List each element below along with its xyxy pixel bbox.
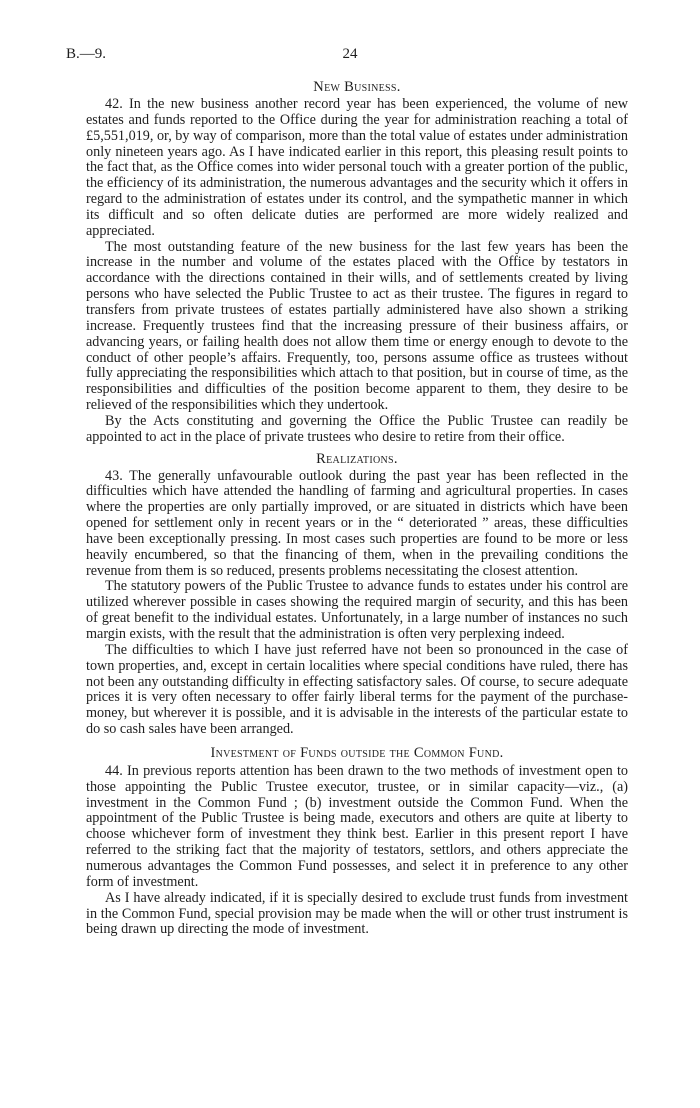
paragraph-43-powers: The statutory powers of the Public Trustee to advance funds to estates under his control are utilized wherever possible in cases showing the required margin of security, and this has been of great benefit to the individual estates. Unfortunately, in a large number of instances no such margin exists, with the result that the administration is often very perplexing indeed. [86, 578, 628, 642]
paragraph-43: 43. The generally unfavourable outlook during the past year has been reflected in the difficulties which have attended the handling of farming and agricultural properties. In cases where the properties are only partially improved, or are situated in districts which have been opened for settlement only in recent years or in the “ deteriorated ” areas, these difficulties have been exceptionally pressing. In most cases such properties are found to be more or less heavily encumbered, so that the financing of them, when in the prevailing conditions the revenue from them is so reduced, presents problems necessitating the closest attention. [86, 467, 628, 579]
section-heading-investment: Investment of Funds outside the Common Fund. [210, 744, 504, 761]
paragraph-42-feature: The most outstanding feature of the new business for the last few years has been the increase in the number and volume of the estates placed with the Office by testators in accordance with the directions contained in their wills, and of settlements created by living persons who have selected the Public Trustee to act as their trustee. The figures in regard to transfers from private trustees of estates partially administered have also shown a striking increase. Frequently trustees find that the increasing pressure of their business affairs, or advancing years, or failing health does not allow them time or energy enough to devote to the conduct of other people’s affairs. Frequently, too, persons assume office as trustees without fully appreciating the responsibilities which attach to that position, but in course of time, as the responsibilities and difficulties of the position become apparent to them, they desire to be relieved of the responsibilities which they undertook. [86, 238, 628, 414]
page-body [86, 78, 628, 938]
paragraph-42: 42. In the new business another record year has been experienced, the volume of new estates and funds reported to the Office during the year for administration reaching a total of £5,551,019, or, by way of comparison, more than the total value of estates under administration only nineteen years ago. As I have indicated earlier in this report, this pleasing result points to the fact that, as the Office comes into wider personal touch with a greater portion of the public, the efficiency of its administration, the numerous advantages and the security which it offers in regard to the administration of estates under its control, and the sympathetic manner in which its difficult and so often delicate duties are performed are more widely realized and appreciated. [86, 96, 628, 239]
section-heading-realizations: Realizations. [316, 450, 398, 467]
paragraph-44: 44. In previous reports attention has been drawn to the two methods of investment open to those appointing the Public Trustee executor, trustee, or in similar capacity—viz., (a) investment in the Common Fund ; (b) investment outside the Common Fund. When the appointment of the Public Trustee is being made, executors and others are quite at liberty to choose whichever form of investment they think best. Earlier in this present report I have referred to the striking fact that the majority of testators, settlors, and others appreciate the numerous advantages the Common Fund possesses, and select it in preference to any other form of investment. [86, 762, 628, 890]
page-header [0, 46, 700, 66]
document-reference: B.—9. [66, 46, 107, 62]
paragraph-43-town: The difficulties to which I have just referred have not been so pronounced in the case of town properties, and, except in certain localities where special conditions have ruled, there has not been any outstanding difficulty in effecting satisfactory sales. Of course, to secure adequate prices it is very often necessary to offer fairly liberal terms for the payment of the purchase-money, but wherever it is possible, and it is advisable in the interests of the particular estate to do so cash sales have been arranged. [86, 641, 628, 738]
paragraph-42-acts: By the Acts constituting and governing the Office the Public Trustee can readily be appointed to act in the place of private trustees who desire to retire from their office. [86, 412, 628, 445]
page-number: 24 [342, 46, 358, 62]
paragraph-44-exclude: As I have already indicated, if it is specially desired to exclude trust funds from investment in the Common Fund, special provision may be made when the will or other trust instrument is being drawn up directing the mode of investment. [86, 889, 628, 938]
section-heading-new-business: New Business. [313, 79, 401, 95]
